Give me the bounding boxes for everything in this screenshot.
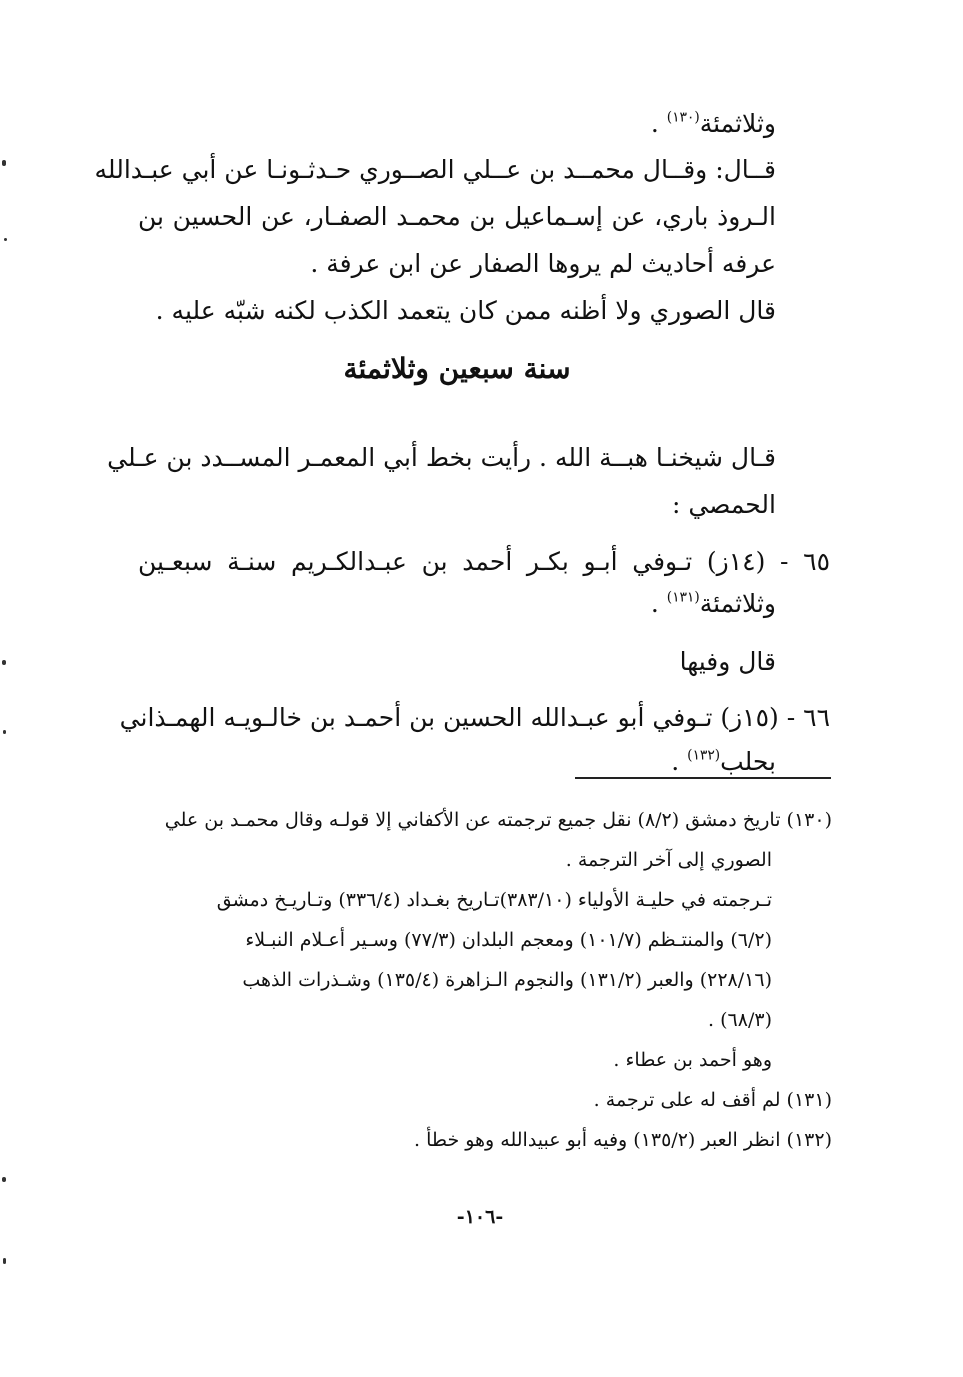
footnote-130-line: (٢٢٨/١٦) والعبر (١٣١/٢) والنجوم الـزاهرة (١٣٥/٤) وشـذرات الذهب [242,969,772,991]
scan-speck [3,1258,6,1264]
entry-65 [138,538,830,585]
text-line: قـال شيخنـا هبــة الله . رأيت بخط أبي المعمـر المســدد بن عـلي [107,443,776,472]
footnote-130-line: وهو أحمد بن عطاء . [613,1049,772,1071]
text-line-continuation [138,100,776,147]
footnote-130-line: (٦٨/٣) . [708,1009,772,1031]
footnote-separator [575,777,831,779]
text-period: . [671,747,680,776]
entry-65-continuation [138,580,776,627]
scan-speck [2,1177,6,1182]
scan-speck [2,160,6,166]
footnote-131: (١٣١) لم أقف له على ترجمة . [593,1089,832,1111]
scan-speck [4,238,7,241]
scan-speck [3,730,6,734]
footnote-130-line: (١٣٠) تاريخ دمشق (٨/٢) نقل جميع ترجمته عن الأكفاني إلا قولـه وقال محمـد بن علي [164,809,832,831]
text-line: ٦٥ - (١٤ز) تـوفي أبـو بكـر أحمد بن عبـدالكـريم سنـة سبعـين [138,547,830,576]
text-line: قال الصوري ولا أظنه ممن كان يتعمد الكذب لكنه شبّه عليه . [155,296,776,325]
footnote-132: (١٣٢) انظر العبر (١٣٥/٢) وفيه أبو عبيدالله وهو خطأ . [413,1129,832,1151]
text-line: الحمصي : [671,490,776,519]
text-line: قــال: وقــال محمــد بن عــلي الصــوري حـدثـونـا عن أبي عبـدالله [94,155,776,184]
page-number: -١٠٦- [456,1206,504,1228]
footnotes [138,800,832,1160]
text-line: قال وفيها [679,647,776,676]
footnote-ref-132[interactable]: (١٣٢) [687,747,721,764]
footnote-ref-131[interactable]: (١٣١) [666,589,700,606]
paragraph-wa-fiha [138,638,776,685]
text-line: عرفه أحاديث لم يروها الصفار عن ابن عرفة . [310,249,776,278]
footnote-130-line: (٦/٢) والمنتـظم (١٠١/٧) ومعجم البلدان (٧٧/٣) وسـير أعـلام النبـلاء [245,929,772,951]
text-fragment: وثلاثمئة [699,109,776,138]
text-period: . [650,589,659,618]
paragraph-qal [94,146,776,334]
text-line: الـروذ باري، عن إسـماعيل بن محمـد الصفـار، عن الحسين بن [138,202,776,231]
paragraph-shaykh [107,434,776,528]
text-fragment: وثلاثمئة [699,589,776,618]
text-fragment: بحلب [720,747,776,776]
text-line: ٦٦ - (١٥ز) تـوفي أبو عبـدالله الحسين بن أحمـد بن خالـويـه الهمـذاني [119,703,830,732]
entry-66 [119,694,830,741]
footnote-130-line: تـرجمته في حليـة الأولياء (٣٨٣/١٠)تـاريخ بغـداد (٣٣٦/٤) وتـاريـخ دمشق [216,889,772,911]
scan-speck [2,660,6,665]
footnote-ref-130[interactable]: (١٣٠) [666,109,700,126]
text-period: . [650,109,659,138]
section-heading: سنة سبعين وثلاثمئة [343,352,571,385]
footnote-130-line: الصوري إلى آخر الترجمة . [565,849,772,871]
